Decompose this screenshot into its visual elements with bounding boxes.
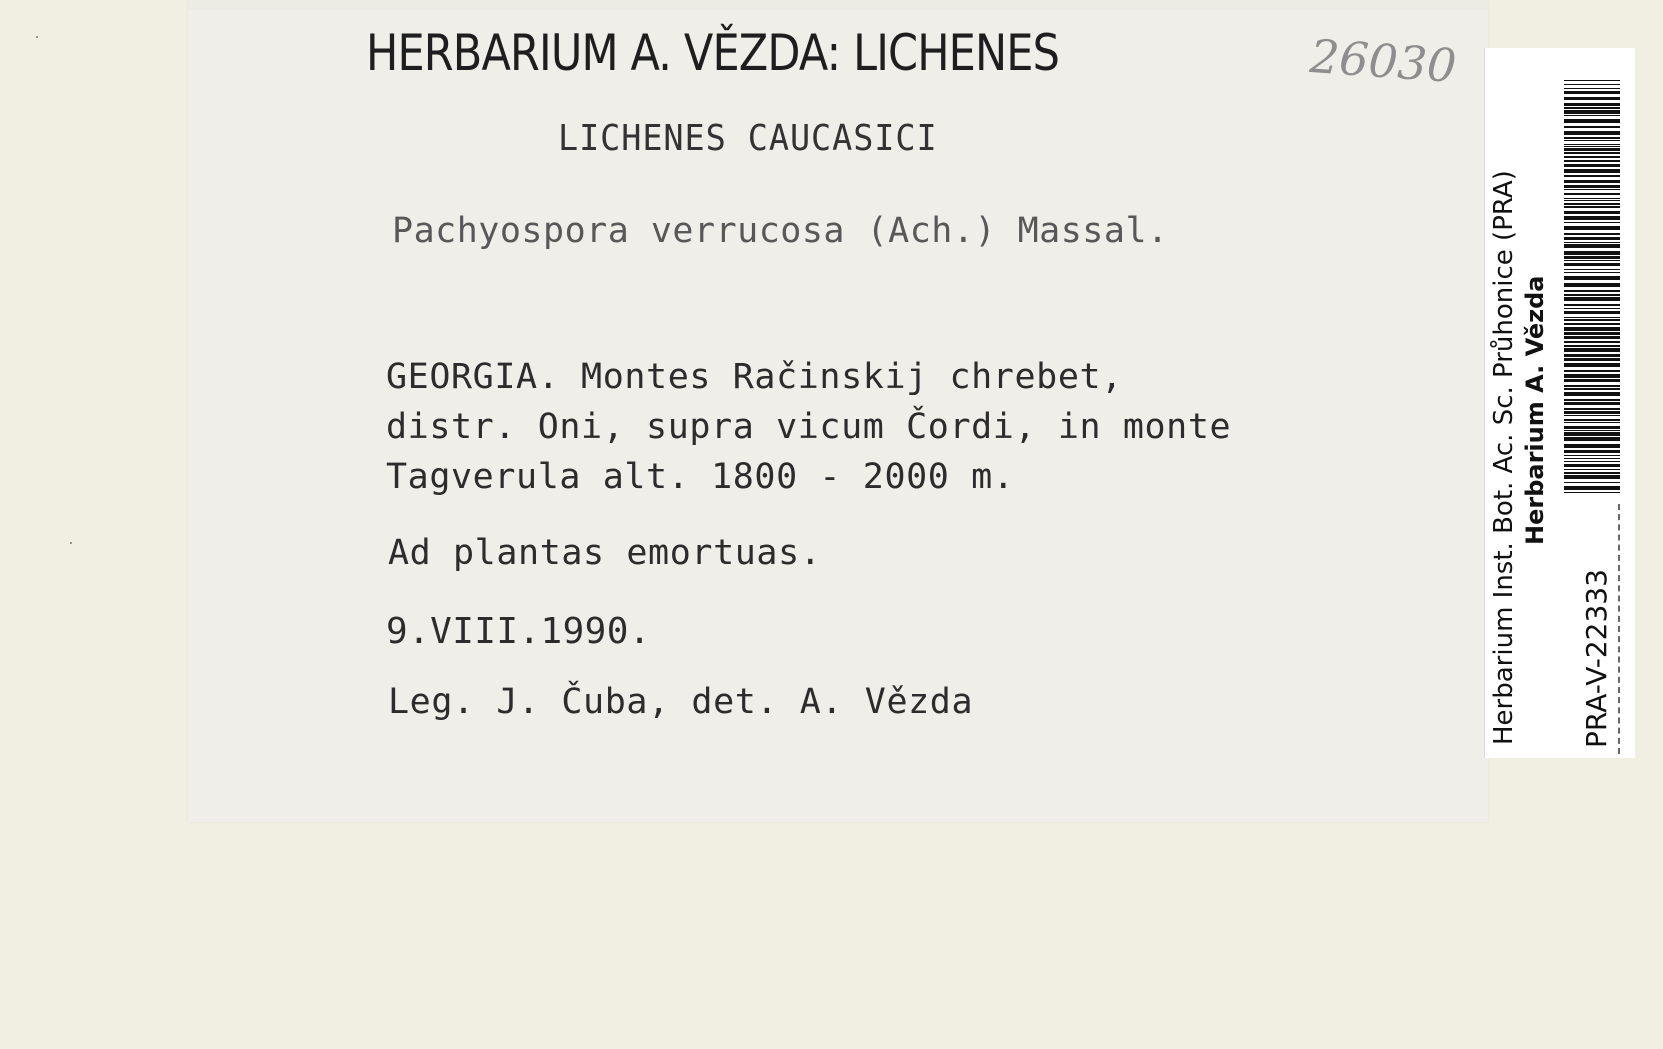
barcode-bar <box>1564 327 1620 331</box>
series-title: LICHENES CAUCASICI <box>558 118 938 159</box>
barcode-bar <box>1564 341 1620 343</box>
barcode-bar <box>1564 206 1620 208</box>
barcode-bar <box>1564 200 1620 201</box>
barcode-bar <box>1564 308 1620 309</box>
barcode-bar <box>1564 297 1620 301</box>
barcode-bar <box>1564 426 1620 429</box>
barcode-bar <box>1564 450 1620 453</box>
barcode-bar <box>1564 103 1620 106</box>
barcode-bar <box>1564 152 1620 154</box>
specimen-id: PRA-V-22333 <box>1580 569 1613 748</box>
barcode-bar <box>1564 107 1620 109</box>
barcode-bar <box>1564 294 1620 296</box>
barcode-bar <box>1564 91 1620 94</box>
barcode-bar <box>1564 311 1620 314</box>
barcode-bar <box>1564 354 1620 357</box>
barcode-bar <box>1564 388 1620 390</box>
barcode-bar <box>1564 363 1620 367</box>
collection-date: 9.VIII.1990. <box>386 611 651 652</box>
barcode-bar <box>1564 458 1620 459</box>
barcode-bar <box>1564 164 1620 167</box>
barcode-bar <box>1564 317 1620 318</box>
barcode-bar <box>1564 146 1620 147</box>
barcode-bar <box>1564 115 1620 116</box>
sheet-speck <box>36 36 38 38</box>
label-header: HERBARIUM A. VĚZDA: LICHENES <box>366 24 1060 82</box>
barcode-bar <box>1564 370 1620 372</box>
barcode-bar <box>1564 392 1620 396</box>
barcode-bar <box>1564 475 1620 479</box>
barcode-bar <box>1564 422 1620 423</box>
barcode-bar <box>1564 242 1620 243</box>
collection-name: Herbarium A. Vězda <box>1521 275 1549 545</box>
barcode-bar <box>1564 185 1620 188</box>
barcode-bar <box>1564 399 1620 401</box>
barcode-bar <box>1564 358 1620 361</box>
label-fold <box>188 0 1488 10</box>
barcode-bar <box>1564 260 1620 261</box>
barcode-bar <box>1564 437 1620 441</box>
barcode-bar <box>1564 226 1620 230</box>
barcode-bar <box>1564 110 1620 114</box>
barcode-bar <box>1564 169 1620 173</box>
barcode-bar <box>1564 385 1620 387</box>
barcode-bar <box>1564 193 1620 195</box>
barcode-bar <box>1564 269 1620 270</box>
taxon-name: Pachyospora verrucosa (Ach.) Massal. <box>392 211 1169 251</box>
barcode-bar <box>1564 455 1620 456</box>
barcode-bar <box>1564 276 1620 280</box>
barcode-bar <box>1564 444 1620 448</box>
barcode-bar <box>1564 216 1620 220</box>
barcode-bar <box>1564 140 1620 141</box>
barcode-bar <box>1564 244 1620 248</box>
barcode-bar <box>1564 222 1620 223</box>
barcode-bar <box>1564 332 1620 335</box>
barcode-bar <box>1564 211 1620 214</box>
barcode-bar <box>1564 175 1620 177</box>
barcode-bar <box>1564 156 1620 158</box>
barcode-bar <box>1564 180 1620 183</box>
barcode-bar <box>1564 88 1620 89</box>
barcode-bar <box>1564 189 1620 190</box>
barcode-bar <box>1564 348 1620 352</box>
barcode-bar <box>1564 419 1620 421</box>
barcode <box>1564 80 1620 494</box>
barcode-bar <box>1564 233 1620 235</box>
barcode-bar <box>1564 119 1620 123</box>
barcode-bar <box>1564 137 1620 139</box>
habitat: Ad plantas emortuas. <box>388 533 822 573</box>
sheet-speck <box>70 542 72 544</box>
locality-line: Tagverula alt. 1800 - 2000 m. <box>386 457 1015 497</box>
barcode-bar <box>1564 430 1620 431</box>
barcode-bar <box>1564 415 1620 416</box>
barcode-bar <box>1564 304 1620 306</box>
barcode-bar <box>1564 336 1620 339</box>
barcode-bar <box>1564 432 1620 436</box>
barcode-bar <box>1564 131 1620 135</box>
barcode-bar <box>1564 374 1620 378</box>
cut-line <box>1618 504 1620 754</box>
barcode-bar <box>1564 319 1620 321</box>
barcode-bar <box>1564 144 1620 145</box>
barcode-bar <box>1564 472 1620 474</box>
barcode-bar <box>1564 198 1620 199</box>
barcode-bar <box>1564 411 1620 414</box>
catalogue-number: 26030 <box>1308 28 1459 94</box>
barcode-bar <box>1564 256 1620 259</box>
barcode-bar <box>1564 469 1620 470</box>
barcode-bar <box>1564 461 1620 462</box>
barcode-bar <box>1564 345 1620 347</box>
barcode-bar <box>1564 290 1620 292</box>
barcode-bar <box>1564 237 1620 240</box>
barcode-bar <box>1564 492 1620 493</box>
barcode-bar <box>1564 203 1620 205</box>
barcode-bar <box>1564 402 1620 405</box>
barcode-bar <box>1564 323 1620 325</box>
barcode-bar <box>1564 486 1620 490</box>
barcode-bar <box>1564 283 1620 287</box>
institution-name: Herbarium Inst. Bot. Ac. Sc. Průhonice (PRA) <box>1489 170 1519 745</box>
barcode-bar <box>1564 251 1620 255</box>
collector-determiner: Leg. J. Čuba, det. A. Vězda <box>388 682 974 722</box>
barcode-bar <box>1564 126 1620 128</box>
locality-line: GEORGIA. Montes Račinskij chrebet, <box>386 357 1123 397</box>
barcode-bar <box>1564 80 1620 81</box>
barcode-bar <box>1564 160 1620 162</box>
barcode-bar <box>1564 482 1620 483</box>
locality-line: distr. Oni, supra vicum Čordi, in monte <box>386 407 1232 447</box>
barcode-bar <box>1564 97 1620 100</box>
barcode-bar <box>1564 408 1620 410</box>
barcode-bar <box>1564 148 1620 151</box>
barcode-bar <box>1564 464 1620 467</box>
barcode-bar <box>1564 84 1620 85</box>
barcode-bar <box>1564 263 1620 266</box>
barcode-bar <box>1564 272 1620 273</box>
barcode-bar <box>1564 379 1620 382</box>
